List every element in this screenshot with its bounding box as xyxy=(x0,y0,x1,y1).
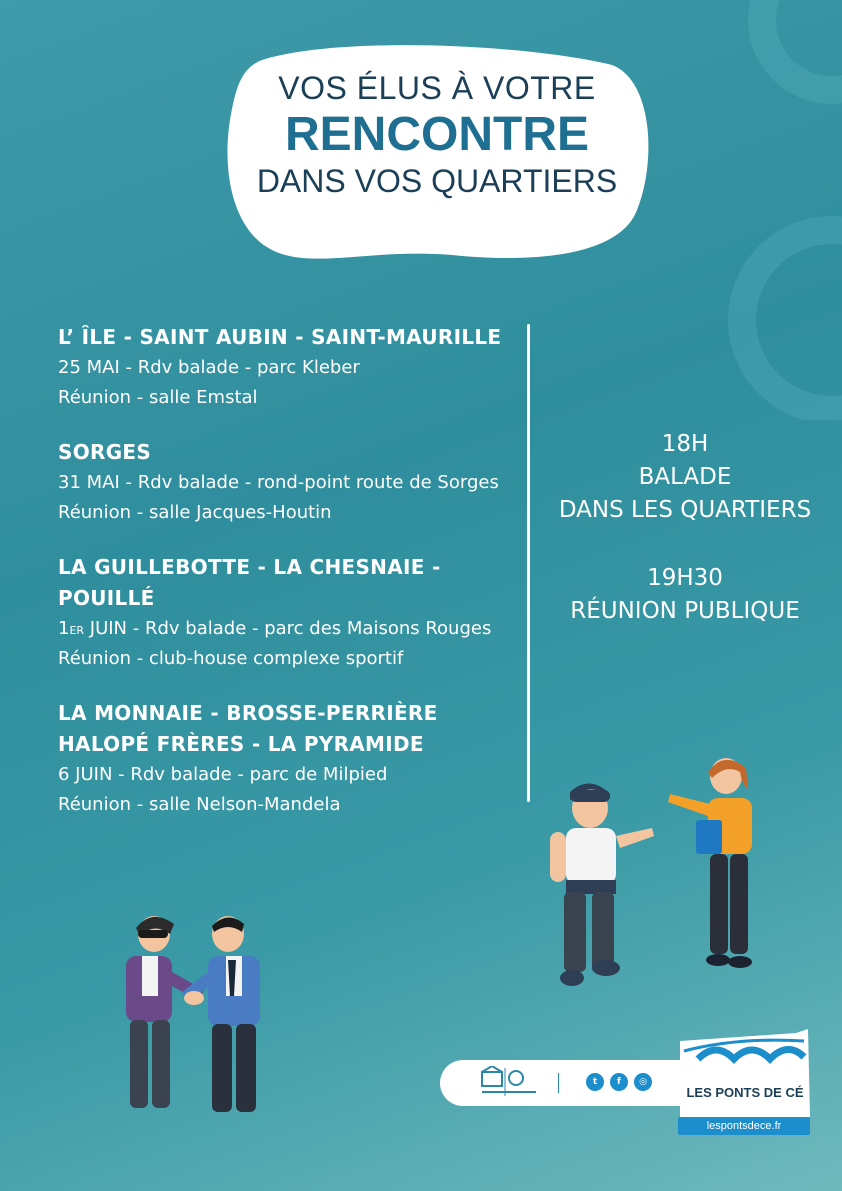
partner-logos xyxy=(478,1066,538,1100)
schedule xyxy=(540,428,830,628)
event-title: LA MONNAIE - BROSSE-PERRIÈRE xyxy=(58,701,438,725)
event-balade: 25 MAI - Rdv balade - parc Kleber xyxy=(58,357,360,378)
schedule-label-2: RÉUNION PUBLIQUE xyxy=(570,598,800,624)
event-title-2: HALOPÉ FRÈRES - LA PYRAMIDE xyxy=(58,732,424,756)
event-title: LA GUILLEBOTTE - LA CHESNAIE - POUILLÉ xyxy=(58,555,441,610)
schedule-time-1: 18H xyxy=(661,431,709,457)
event-title: SORGES xyxy=(58,440,152,464)
event-item xyxy=(58,437,528,528)
twitter-icon[interactable]: t xyxy=(586,1073,604,1091)
event-reunion: Réunion - club-house complexe sportif xyxy=(58,648,404,669)
event-date: 25 MAI xyxy=(58,357,120,378)
website-link[interactable]: lespontsdece.fr xyxy=(678,1117,810,1135)
schedule-label-1b: DANS LES QUARTIERS xyxy=(558,497,812,523)
event-item xyxy=(58,552,528,674)
title-line-2: RENCONTRE xyxy=(284,108,589,161)
events-list xyxy=(58,322,528,844)
man-talking-illustration xyxy=(540,772,670,1002)
brand-label: LES PONTS DE CÉ xyxy=(686,1085,804,1100)
facebook-icon[interactable]: f xyxy=(610,1073,628,1091)
title-line-1: VOS ÉLUS À VOTRE xyxy=(278,70,596,106)
event-balade: 31 MAI - Rdv balade - rond-point route de Sorges xyxy=(58,472,499,493)
event-date: 1 xyxy=(58,618,70,639)
event-title: L’ ÎLE - SAINT AUBIN - SAINT-MAURILLE xyxy=(58,325,502,349)
event-date: 6 JUIN xyxy=(58,764,113,785)
footer-separator xyxy=(558,1073,559,1093)
woman-folder-illustration xyxy=(660,750,770,970)
schedule-label-1a: BALADE xyxy=(638,464,732,490)
event-item xyxy=(58,322,528,413)
handshake-illustration xyxy=(118,912,288,1127)
event-reunion: Réunion - salle Jacques-Houtin xyxy=(58,502,332,523)
event-reunion: Réunion - salle Emstal xyxy=(58,387,258,408)
event-item xyxy=(58,698,528,820)
title-line-3: DANS VOS QUARTIERS xyxy=(256,163,618,199)
title-card xyxy=(222,40,652,270)
instagram-icon[interactable]: ◎ xyxy=(634,1073,652,1091)
schedule-time-2: 19H30 xyxy=(647,565,723,591)
event-date: 31 MAI xyxy=(58,472,120,493)
decorative-rings xyxy=(672,0,842,420)
event-balade: 1ER JUIN - Rdv balade - parc des Maisons Rouges xyxy=(58,618,492,639)
vertical-divider xyxy=(527,324,530,802)
event-balade: 6 JUIN - Rdv balade - parc de Milpied xyxy=(58,764,388,785)
event-reunion: Réunion - salle Nelson-Mandela xyxy=(58,794,341,815)
